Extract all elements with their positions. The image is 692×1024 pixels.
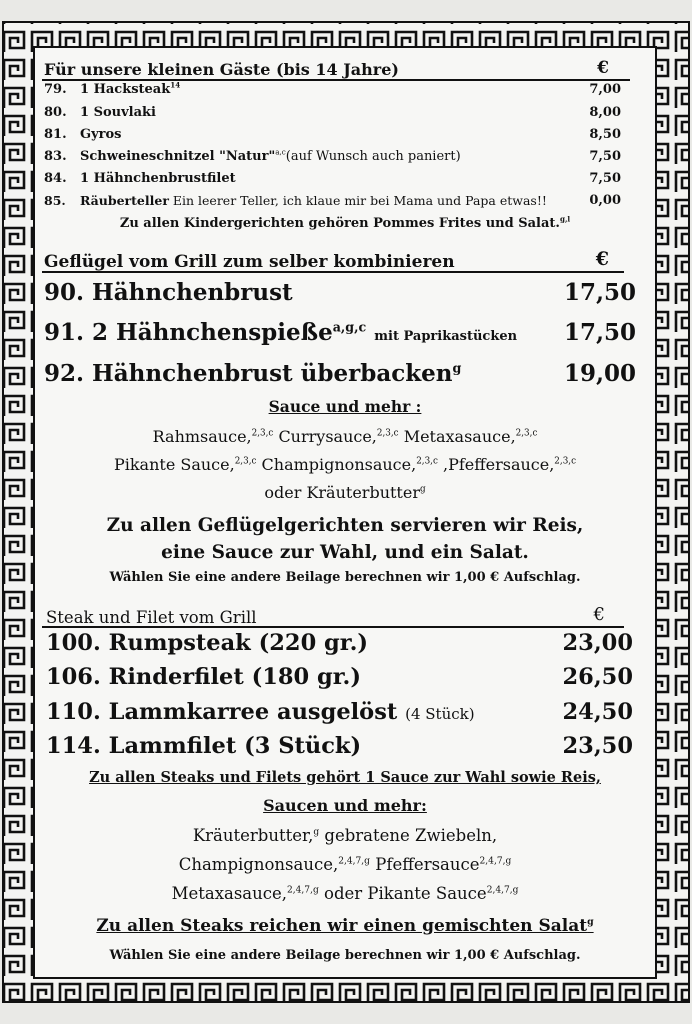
steak-currency: € [593, 604, 605, 625]
poultry-item: 91. 2 Hähnchenspieße$^{a,g,c}$ mit Paprikastücken [44, 319, 518, 346]
list-item-price: 8,00 [589, 105, 621, 120]
list-item-price: 8,50 [589, 127, 621, 142]
poultry-surcharge: Wählen Sie eine andere Beilage berechnen wir 1,00 € Aufschlag. [109, 570, 581, 585]
poultry-currency: € [595, 248, 609, 270]
poultry-section-title: Geflügel vom Grill zum selber kombinieren [44, 252, 455, 272]
poultry-item-price: 17,50 [563, 319, 636, 346]
steak-item-price: 23,00 [562, 630, 633, 656]
steak-item: 114. Lammfilet (3 Stück) [46, 733, 362, 759]
list-item: 84. 1 Hähnchenbrustfilet [44, 171, 236, 186]
steak-item-price: 26,50 [562, 664, 633, 690]
poultry-sauce-line: Rahmsauce,$^{2,3,c}$ Currysauce,$^{2,3,c}$ Metaxasauce,$^{2,3,c}$ [152, 427, 538, 446]
list-item: 81. Gyros [44, 127, 122, 142]
steak-item: 110. Lammkarree ausgelöst (4 Stück) [46, 699, 475, 725]
steak-sauce-line: Metaxasauce,$^{2,4,7,g}$ oder Pikante Sauce$^{2,4,7,g}$ [171, 884, 519, 903]
steak-title-rule [42, 626, 624, 628]
steak-section-title: Steak und Filet vom Grill [46, 608, 257, 627]
kids-note: Zu allen Kindergerichten gehören Pommes Frites und Salat.$^{g,l}$ [119, 214, 571, 231]
poultry-item: 92. Hähnchenbrust überbacken$^g$ [44, 360, 462, 387]
steak-included-note: Zu allen Steaks und Filets gehört 1 Sauce zur Wahl sowie Reis, [89, 769, 601, 786]
kids-section-title: Für unsere kleinen Gäste (bis 14 Jahre) [44, 60, 399, 79]
list-item-price: 0,00 [589, 193, 621, 208]
poultry-item-price: 19,00 [563, 360, 636, 387]
list-item-price: 7,50 [589, 171, 621, 186]
list-item: 83. Schweineschnitzel "Natur"$^{a,c}$(auf Wunsch auch paniert) [44, 147, 461, 164]
steak-salad-note: Zu allen Steaks reichen wir einen gemischten Salat$^g$ [96, 916, 594, 936]
list-item: 85. Räuberteller Ein leerer Teller, ich klaue mir bei Mama und Papa etwas!! [44, 193, 547, 208]
kids-currency: € [597, 58, 609, 78]
list-item: 80. 1 Souvlaki [44, 105, 156, 120]
steak-item-price: 23,50 [562, 733, 633, 759]
steak-sauce-line: Kräuterbutter,$^g$ gebratene Zwiebeln, [192, 826, 498, 845]
poultry-sauce-heading: Sauce und mehr : [268, 397, 422, 416]
poultry-item: 90. Hähnchenbrust [44, 279, 293, 306]
steak-surcharge: Wählen Sie eine andere Beilage berechnen wir 1,00 € Aufschlag. [109, 948, 581, 963]
list-item: 79. 1 Hacksteak$^{14}$ [44, 80, 181, 97]
poultry-sauce-line: oder Kräuterbutter$^g$ [264, 483, 426, 502]
poultry-title-rule [42, 271, 624, 273]
poultry-serve-line: Zu allen Geflügelgerichten servieren wir Reis, [106, 515, 584, 536]
steak-item: 106. Rinderfilet (180 gr.) [46, 664, 362, 690]
menu-sheet [37, 50, 653, 975]
list-item-price: 7,00 [589, 82, 621, 97]
poultry-item-price: 17,50 [563, 279, 636, 306]
list-item-price: 7,50 [589, 149, 621, 164]
poultry-sauce-line: Pikante Sauce,$^{2,3,c}$ Champignonsauce,$^{2,3,c}$ ,Pfeffersauce,$^{2,3,c}$ [113, 455, 577, 474]
kids-title-rule [42, 79, 630, 81]
steak-item-price: 24,50 [562, 699, 633, 725]
steak-item: 100. Rumpsteak (220 gr.) [46, 630, 369, 656]
steak-sauce-line: Champignonsauce,$^{2,4,7,g}$ Pfeffersauce$^{2,4,7,g}$ [178, 855, 512, 874]
steak-sauce-heading: Saucen und mehr: [263, 796, 427, 815]
poultry-serve-line: eine Sauce zur Wahl, und ein Salat. [161, 542, 529, 563]
